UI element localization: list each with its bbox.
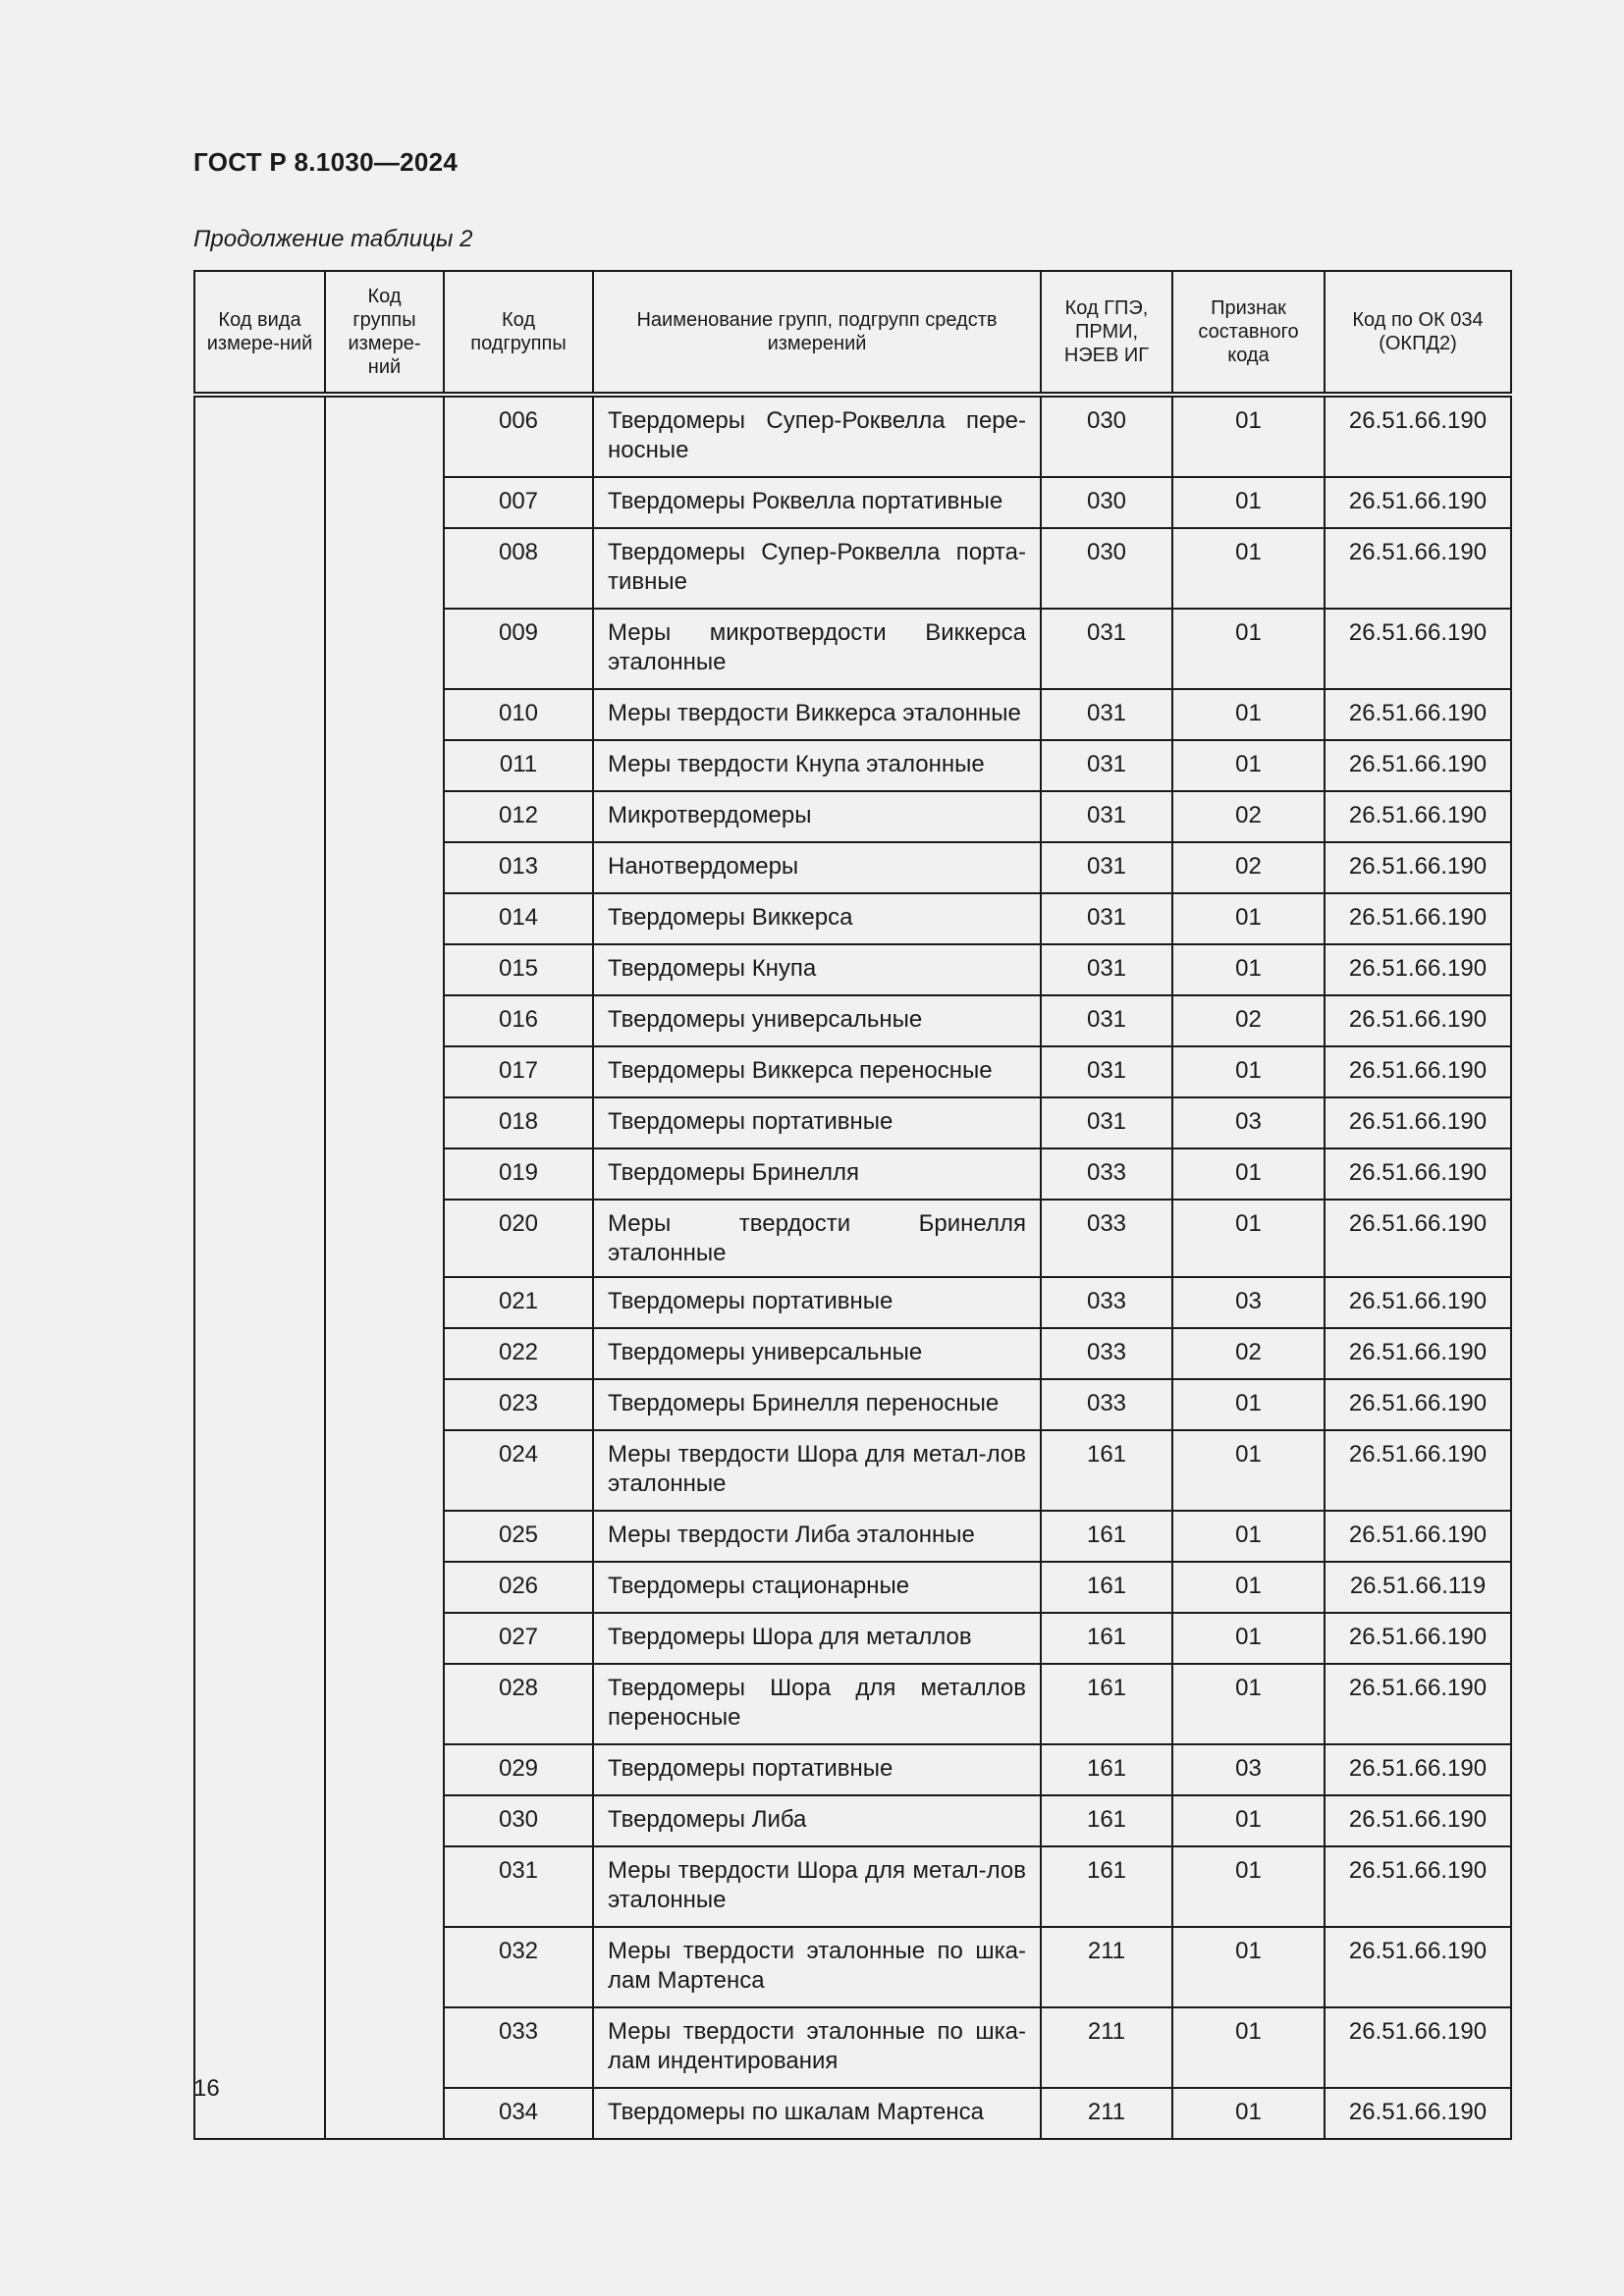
page-number: 16 xyxy=(193,2075,220,2102)
okpd2-code-cell: 26.51.66.190 xyxy=(1325,609,1511,689)
okpd2-code-cell: 26.51.66.190 xyxy=(1325,2088,1511,2139)
composite-sign-cell: 03 xyxy=(1172,1277,1325,1328)
gpe-code-cell: 033 xyxy=(1041,1277,1172,1328)
gpe-code-cell: 031 xyxy=(1041,1046,1172,1097)
composite-sign-cell: 01 xyxy=(1172,689,1325,740)
okpd2-code-cell: 26.51.66.190 xyxy=(1325,1430,1511,1511)
subgroup-code-cell: 015 xyxy=(444,944,593,995)
group-name-cell: Твердомеры Супер-Роквелла порта-тивные xyxy=(593,528,1041,609)
gpe-code-cell: 030 xyxy=(1041,477,1172,528)
subgroups-table xyxy=(193,270,1512,2140)
table-row xyxy=(194,395,1511,477)
okpd2-code-cell: 26.51.66.190 xyxy=(1325,1744,1511,1795)
okpd2-code-cell: 26.51.66.190 xyxy=(1325,893,1511,944)
subgroup-code-cell: 029 xyxy=(444,1744,593,1795)
group-name-cell: Твердомеры Супер-Роквелла пере-носные xyxy=(593,395,1041,477)
okpd2-code-cell: 26.51.66.190 xyxy=(1325,1795,1511,1846)
composite-sign-cell: 01 xyxy=(1172,1795,1325,1846)
gpe-code-cell: 033 xyxy=(1041,1328,1172,1379)
gpe-code-cell: 211 xyxy=(1041,2007,1172,2088)
subgroup-code-cell: 014 xyxy=(444,893,593,944)
gpe-code-cell: 031 xyxy=(1041,1097,1172,1148)
gpe-code-cell: 031 xyxy=(1041,689,1172,740)
group-name-cell: Твердомеры по шкалам Мартенса xyxy=(593,2088,1041,2139)
group-name-cell: Твердомеры Виккерса переносные xyxy=(593,1046,1041,1097)
composite-sign-cell: 01 xyxy=(1172,395,1325,477)
subgroup-code-cell: 025 xyxy=(444,1511,593,1562)
composite-sign-cell: 01 xyxy=(1172,1511,1325,1562)
okpd2-code-cell: 26.51.66.190 xyxy=(1325,995,1511,1046)
gpe-code-cell: 031 xyxy=(1041,944,1172,995)
okpd2-code-cell: 26.51.66.119 xyxy=(1325,1562,1511,1613)
group-name-cell: Твердомеры Роквелла портативные xyxy=(593,477,1041,528)
okpd2-code-cell: 26.51.66.190 xyxy=(1325,1097,1511,1148)
composite-sign-cell: 01 xyxy=(1172,1613,1325,1664)
subgroup-code-cell: 028 xyxy=(444,1664,593,1744)
gpe-code-cell: 030 xyxy=(1041,528,1172,609)
okpd2-code-cell: 26.51.66.190 xyxy=(1325,944,1511,995)
okpd2-code-cell: 26.51.66.190 xyxy=(1325,1148,1511,1200)
header-subgroup-code: Код подгруппы xyxy=(444,271,593,395)
subgroup-code-cell: 013 xyxy=(444,842,593,893)
composite-sign-cell: 01 xyxy=(1172,944,1325,995)
subgroup-code-cell: 009 xyxy=(444,609,593,689)
subgroup-code-cell: 020 xyxy=(444,1200,593,1277)
table-header-row xyxy=(194,271,1511,395)
group-name-cell: Меры твердости Либа эталонные xyxy=(593,1511,1041,1562)
okpd2-code-cell: 26.51.66.190 xyxy=(1325,842,1511,893)
gpe-code-cell: 161 xyxy=(1041,1613,1172,1664)
composite-sign-cell: 01 xyxy=(1172,1046,1325,1097)
header-measurement-type-code: Код вида измере-ний xyxy=(194,271,325,395)
subgroup-code-cell: 007 xyxy=(444,477,593,528)
subgroup-code-cell: 031 xyxy=(444,1846,593,1927)
okpd2-code-cell: 26.51.66.190 xyxy=(1325,477,1511,528)
composite-sign-cell: 01 xyxy=(1172,609,1325,689)
subgroup-code-cell: 006 xyxy=(444,395,593,477)
okpd2-code-cell: 26.51.66.190 xyxy=(1325,1927,1511,2007)
composite-sign-cell: 01 xyxy=(1172,1846,1325,1927)
composite-sign-cell: 01 xyxy=(1172,740,1325,791)
header-measurement-group-code: Код группы измере-ний xyxy=(325,271,444,395)
table-caption: Продолжение таблицы 2 xyxy=(193,226,473,252)
subgroup-code-cell: 032 xyxy=(444,1927,593,2007)
okpd2-code-cell: 26.51.66.190 xyxy=(1325,1511,1511,1562)
okpd2-code-cell: 26.51.66.190 xyxy=(1325,1328,1511,1379)
okpd2-code-cell: 26.51.66.190 xyxy=(1325,1613,1511,1664)
subgroup-code-cell: 027 xyxy=(444,1613,593,1664)
header-okpd2-code: Код по ОК 034 (ОКПД2) xyxy=(1325,271,1511,395)
gpe-code-cell: 211 xyxy=(1041,2088,1172,2139)
gpe-code-cell: 031 xyxy=(1041,740,1172,791)
group-name-cell: Твердомеры Кнупа xyxy=(593,944,1041,995)
group-name-cell: Твердомеры универсальные xyxy=(593,1328,1041,1379)
composite-sign-cell: 01 xyxy=(1172,1148,1325,1200)
composite-sign-cell: 01 xyxy=(1172,528,1325,609)
gpe-code-cell: 031 xyxy=(1041,842,1172,893)
gpe-code-cell: 031 xyxy=(1041,995,1172,1046)
composite-sign-cell: 01 xyxy=(1172,477,1325,528)
composite-sign-cell: 01 xyxy=(1172,2088,1325,2139)
composite-sign-cell: 01 xyxy=(1172,1430,1325,1511)
gpe-code-cell: 161 xyxy=(1041,1511,1172,1562)
okpd2-code-cell: 26.51.66.190 xyxy=(1325,689,1511,740)
subgroup-code-cell: 019 xyxy=(444,1148,593,1200)
composite-sign-cell: 01 xyxy=(1172,1927,1325,2007)
subgroup-code-cell: 022 xyxy=(444,1328,593,1379)
gpe-code-cell: 033 xyxy=(1041,1148,1172,1200)
okpd2-code-cell: 26.51.66.190 xyxy=(1325,2007,1511,2088)
gpe-code-cell: 161 xyxy=(1041,1744,1172,1795)
gpe-code-cell: 031 xyxy=(1041,609,1172,689)
subgroup-code-cell: 033 xyxy=(444,2007,593,2088)
group-name-cell: Меры твердости эталонные по шка-лам Мартенса xyxy=(593,1927,1041,2007)
group-name-cell: Микротвердомеры xyxy=(593,791,1041,842)
group-name-cell: Твердомеры Шора для металлов переносные xyxy=(593,1664,1041,1744)
okpd2-code-cell: 26.51.66.190 xyxy=(1325,1046,1511,1097)
group-name-cell: Твердомеры Шора для металлов xyxy=(593,1613,1041,1664)
composite-sign-cell: 01 xyxy=(1172,1664,1325,1744)
gpe-code-cell: 161 xyxy=(1041,1664,1172,1744)
group-name-cell: Меры микротвердости Виккерса эталонные xyxy=(593,609,1041,689)
group-name-cell: Меры твердости Шора для метал-лов эталонные xyxy=(593,1846,1041,1927)
composite-sign-cell: 02 xyxy=(1172,842,1325,893)
subgroup-code-cell: 030 xyxy=(444,1795,593,1846)
gpe-code-cell: 161 xyxy=(1041,1795,1172,1846)
okpd2-code-cell: 26.51.66.190 xyxy=(1325,1379,1511,1430)
group-name-cell: Твердомеры портативные xyxy=(593,1097,1041,1148)
gpe-code-cell: 161 xyxy=(1041,1562,1172,1613)
subgroup-code-cell: 011 xyxy=(444,740,593,791)
subgroup-code-cell: 026 xyxy=(444,1562,593,1613)
composite-sign-cell: 02 xyxy=(1172,791,1325,842)
group-name-cell: Нанотвердомеры xyxy=(593,842,1041,893)
composite-sign-cell: 01 xyxy=(1172,2007,1325,2088)
subgroup-code-cell: 034 xyxy=(444,2088,593,2139)
gpe-code-cell: 211 xyxy=(1041,1927,1172,2007)
group-name-cell: Меры твердости Кнупа эталонные xyxy=(593,740,1041,791)
subgroup-code-cell: 023 xyxy=(444,1379,593,1430)
gpe-code-cell: 031 xyxy=(1041,791,1172,842)
okpd2-code-cell: 26.51.66.190 xyxy=(1325,1200,1511,1277)
okpd2-code-cell: 26.51.66.190 xyxy=(1325,1277,1511,1328)
gpe-code-cell: 161 xyxy=(1041,1846,1172,1927)
header-composite-sign: Признак составного кода xyxy=(1172,271,1325,395)
subgroup-code-cell: 018 xyxy=(444,1097,593,1148)
header-group-name: Наименование групп, подгрупп средств измерений xyxy=(593,271,1041,395)
empty-measurement-type-cell xyxy=(194,395,325,2139)
okpd2-code-cell: 26.51.66.190 xyxy=(1325,791,1511,842)
okpd2-code-cell: 26.51.66.190 xyxy=(1325,528,1511,609)
gpe-code-cell: 031 xyxy=(1041,893,1172,944)
group-name-cell: Твердомеры стационарные xyxy=(593,1562,1041,1613)
group-name-cell: Твердомеры Бринелля xyxy=(593,1148,1041,1200)
group-name-cell: Твердомеры Виккерса xyxy=(593,893,1041,944)
subgroup-code-cell: 010 xyxy=(444,689,593,740)
composite-sign-cell: 01 xyxy=(1172,1200,1325,1277)
subgroup-code-cell: 021 xyxy=(444,1277,593,1328)
empty-measurement-group-cell xyxy=(325,395,444,2139)
gpe-code-cell: 033 xyxy=(1041,1379,1172,1430)
composite-sign-cell: 01 xyxy=(1172,1379,1325,1430)
group-name-cell: Твердомеры портативные xyxy=(593,1744,1041,1795)
subgroup-code-cell: 024 xyxy=(444,1430,593,1511)
composite-sign-cell: 02 xyxy=(1172,1328,1325,1379)
group-name-cell: Меры твердости эталонные по шка-лам индентирования xyxy=(593,2007,1041,2088)
subgroup-code-cell: 017 xyxy=(444,1046,593,1097)
subgroup-code-cell: 012 xyxy=(444,791,593,842)
composite-sign-cell: 03 xyxy=(1172,1744,1325,1795)
composite-sign-cell: 01 xyxy=(1172,1562,1325,1613)
gpe-code-cell: 030 xyxy=(1041,395,1172,477)
okpd2-code-cell: 26.51.66.190 xyxy=(1325,395,1511,477)
okpd2-code-cell: 26.51.66.190 xyxy=(1325,740,1511,791)
group-name-cell: Твердомеры портативные xyxy=(593,1277,1041,1328)
gpe-code-cell: 161 xyxy=(1041,1430,1172,1511)
group-name-cell: Твердомеры Либа xyxy=(593,1795,1041,1846)
document-standard-header: ГОСТ Р 8.1030—2024 xyxy=(193,147,459,177)
group-name-cell: Твердомеры Бринелля переносные xyxy=(593,1379,1041,1430)
subgroup-code-cell: 008 xyxy=(444,528,593,609)
composite-sign-cell: 03 xyxy=(1172,1097,1325,1148)
header-gpe-code: Код ГПЭ, ПРМИ, НЭЕВ ИГ xyxy=(1041,271,1172,395)
composite-sign-cell: 02 xyxy=(1172,995,1325,1046)
okpd2-code-cell: 26.51.66.190 xyxy=(1325,1664,1511,1744)
group-name-cell: Меры твердости Виккерса эталонные xyxy=(593,689,1041,740)
group-name-cell: Меры твердости Шора для метал-лов эталонные xyxy=(593,1430,1041,1511)
gpe-code-cell: 033 xyxy=(1041,1200,1172,1277)
group-name-cell: Меры твердости Бринелля эталонные xyxy=(593,1200,1041,1277)
composite-sign-cell: 01 xyxy=(1172,893,1325,944)
okpd2-code-cell: 26.51.66.190 xyxy=(1325,1846,1511,1927)
subgroup-code-cell: 016 xyxy=(444,995,593,1046)
group-name-cell: Твердомеры универсальные xyxy=(593,995,1041,1046)
